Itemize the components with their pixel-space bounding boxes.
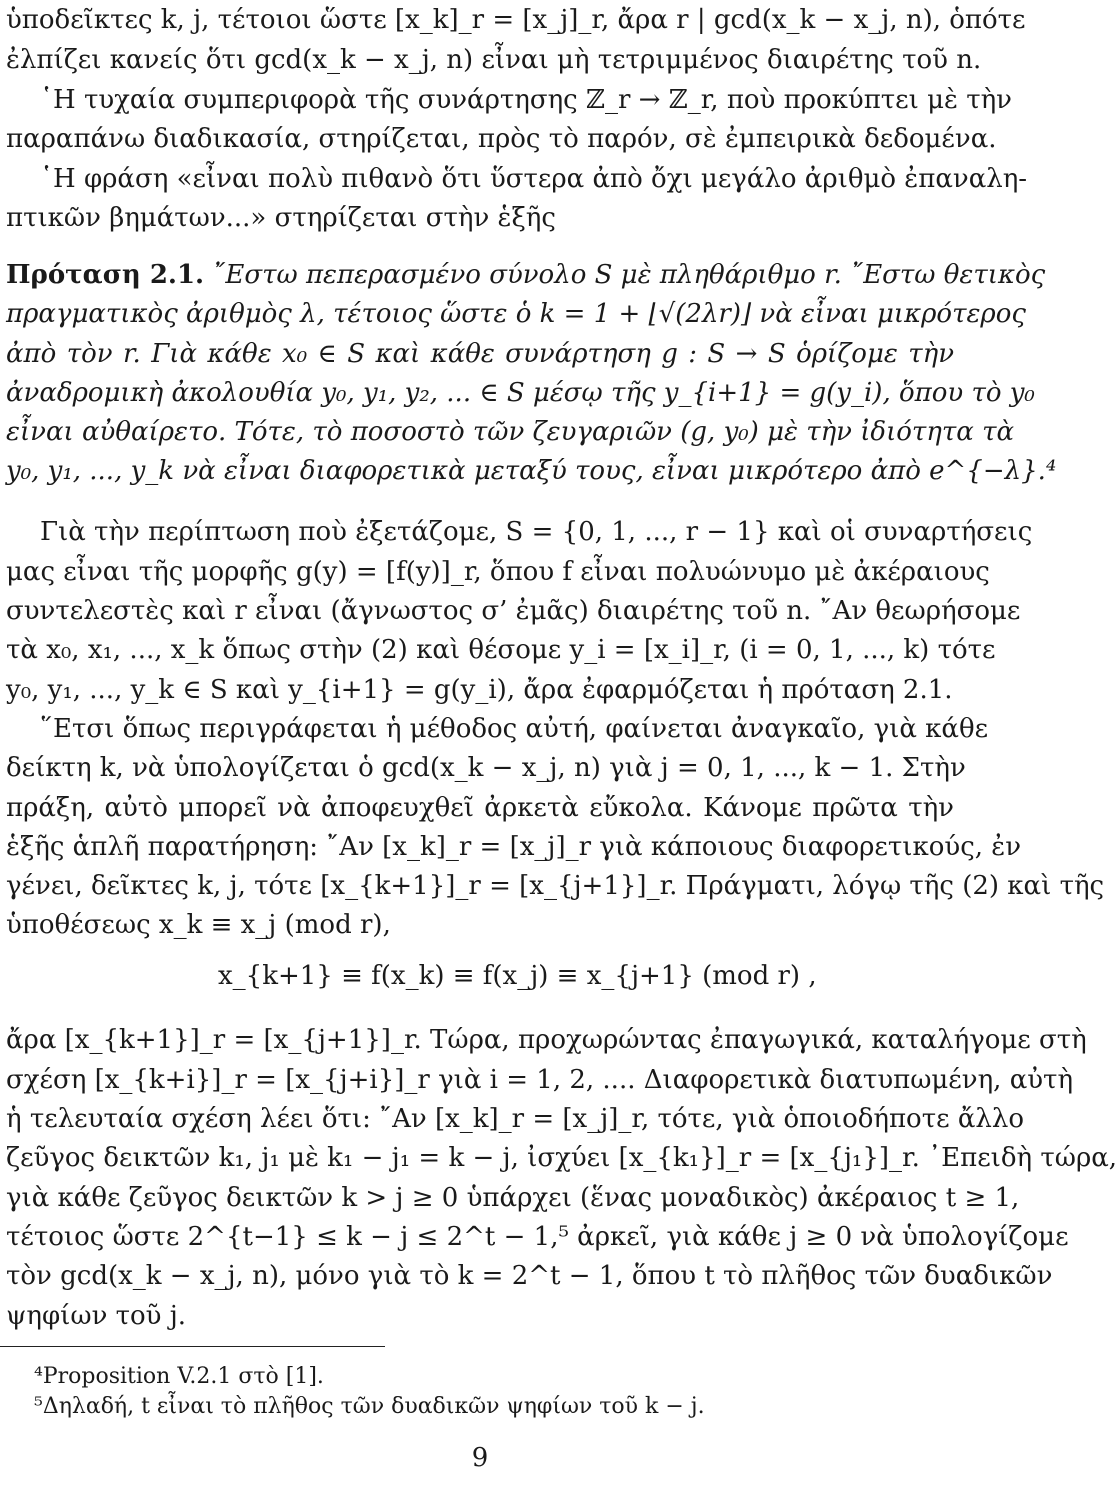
text-line: δείκτη k, νὰ ὑπολογίζεται ὁ gcd(x_k − x_j, n) γιὰ j = 0, 1, ..., k − 1. Στὴν xyxy=(6,753,966,783)
text-line: γιὰ κάθε ζεῦγος δεικτῶν k > j ≥ 0 ὑπάρχει (ἕνας μοναδικὸς) ἀκέραιος t ≥ 1, xyxy=(6,1183,1020,1213)
text-line: ῾Η φράση «εἶναι πολὺ πιθανὸ ὅτι ὕστερα ἀπὸ ὄχι μεγάλο ἀριθμὸ ἐπαναλη- xyxy=(40,164,1028,194)
proposition-label: Πρόταση 2.1. xyxy=(6,260,205,290)
display-equation: x_{k+1} ≡ f(x_k) ≡ f(x_j) ≡ x_{j+1} (mod r) , xyxy=(218,961,817,991)
text-line: ὑποθέσεως x_k ≡ x_j (mod r), xyxy=(6,910,391,940)
text-line: ἄρα [x_{k+1}]_r = [x_{j+1}]_r. Τώρα, προχωρώντας ἐπαγωγικά, καταλήγομε στὴ xyxy=(6,1025,1087,1055)
text-line: ὑποδεῖκτες k, j, τέτοιοι ὥστε [x_k]_r = [x_j]_r, ἄρα r | gcd(x_k − x_j, n), ὁπότε xyxy=(6,5,1026,35)
footnote-rule xyxy=(0,1346,385,1347)
proposition-line: πραγματικὸς ἀριθμὸς λ, τέτοιος ὥστε ὁ k = 1 + ⌊√(2λr)⌋ νὰ εἶναι μικρότερος xyxy=(6,299,1026,329)
footnote-4: ⁴Proposition V.2.1 στὸ [1]. xyxy=(34,1364,324,1389)
text-line: παραπάνω διαδικασία, στηρίζεται, πρὸς τὸ παρόν, σὲ ἐμπειρικὰ δεδομένα. xyxy=(6,124,997,154)
page-number: 9 xyxy=(471,1443,489,1473)
text-line: τέτοιος ὥστε 2^{t−1} ≤ k − j ≤ 2^t − 1,⁵ ἀρκεῖ, γιὰ κάθε j ≥ 0 νὰ ὑπολογίζομε xyxy=(6,1222,1069,1252)
text-line: πράξη, αὐτὸ μπορεῖ νὰ ἀποφευχθεῖ ἀρκετὰ εὔκολα. Κάνομε πρῶτα τὴν xyxy=(6,793,954,823)
proposition-line: εἶναι αὐθαίρετο. Τότε, τὸ ποσοστὸ τῶν ζευγαριῶν (g, y₀) μὲ τὴν ἰδιότητα τὰ xyxy=(6,417,1015,447)
text-line: συντελεστὲς καὶ r εἶναι (ἄγνωστος σ’ ἐμᾶς) διαιρέτης τοῦ n. ῎Αν θεωρήσομε xyxy=(6,596,1021,626)
proposition-line: ἀπὸ τὸν r. Γιὰ κάθε x₀ ∈ S καὶ κάθε συνάρτηση g : S → S ὁρίζομε τὴν xyxy=(6,339,954,369)
text-line: πτικῶν βημάτων...» στηρίζεται στὴν ἑξῆς xyxy=(6,203,556,233)
text-line: ζεῦγος δεικτῶν k₁, j₁ μὲ k₁ − j₁ = k − j, ἰσχύει [x_{k₁}]_r = [x_{j₁}]_r. ᾿Επειδὴ τώρα, xyxy=(6,1143,1117,1173)
text-line: γένει, δεῖκτες k, j, τότε [x_{k+1}]_r = [x_{j+1}]_r. Πράγματι, λόγῳ τῆς (2) καὶ τῆς xyxy=(6,871,1105,901)
text-line: ἑξῆς ἁπλῆ παρατήρηση: ῎Αν [x_k]_r = [x_j]_r γιὰ κάποιους διαφορετικούς, ἐν xyxy=(6,832,1022,862)
proposition-line: ἀναδρομικὴ ἀκολουθία y₀, y₁, y₂, ... ∈ S μέσῳ τῆς y_{i+1} = g(y_i), ὅπου τὸ y₀ xyxy=(6,378,1035,408)
text-line: ἡ τελευταία σχέση λέει ὅτι: ῎Αν [x_k]_r = [x_j]_r, τότε, γιὰ ὁποιοδήποτε ἄλλο xyxy=(6,1104,1024,1134)
text-line: σχέση [x_{k+i}]_r = [x_{j+i}]_r γιὰ i = 1, 2, .... Διαφορετικὰ διατυπωμένη, αὐτὴ xyxy=(6,1065,1074,1095)
text-line: τὰ x₀, x₁, ..., x_k ὅπως στὴν (2) καὶ θέσομε y_i = [x_i]_r, (i = 0, 1, ..., k) τότε xyxy=(6,635,996,665)
proposition-line: y₀, y₁, ..., y_k νὰ εἶναι διαφορετικὰ μεταξύ τους, εἶναι μικρότερο ἀπὸ e^{−λ}.⁴ xyxy=(6,456,1057,486)
proposition-first-line xyxy=(6,257,1046,293)
footnote-5: ⁵Δηλαδή, t εἶναι τὸ πλῆθος τῶν δυαδικῶν ψηφίων τοῦ k − j. xyxy=(34,1394,705,1419)
text-line: ψηφίων τοῦ j. xyxy=(6,1301,187,1331)
text-line: τὸν gcd(x_k − x_j, n), μόνο γιὰ τὸ k = 2^t − 1, ὅπου t τὸ πλῆθος τῶν δυαδικῶν xyxy=(6,1261,1053,1291)
text-line: μας εἶναι τῆς μορφῆς g(y) = [f(y)]_r, ὅπου f εἶναι πολυώνυμο μὲ ἀκέραιους xyxy=(6,557,990,587)
text-line: y₀, y₁, ..., y_k ∈ S καὶ y_{i+1} = g(y_i), ἄρα ἐφαρμόζεται ἡ πρόταση 2.1. xyxy=(6,675,953,705)
text-line: ῞Ετσι ὅπως περιγράφεται ἡ μέθοδος αὐτή, φαίνεται ἀναγκαῖο, γιὰ κάθε xyxy=(40,714,989,744)
text-line: Γιὰ τὴν περίπτωση ποὺ ἐξετάζομε, S = {0, 1, ..., r − 1} καὶ οἱ συναρτήσεις xyxy=(40,517,1033,547)
text-line: ῾Η τυχαία συμπεριφορὰ τῆς συνάρτησης ℤ_r → ℤ_r, ποὺ προκύπτει μὲ τὴν xyxy=(40,85,1012,115)
proposition-text: ῎Εστω πεπερασμένο σύνολο S μὲ πληθάριθμο r. ῎Εστω θετικὸς xyxy=(212,260,1046,290)
text-line: ἐλπίζει κανείς ὅτι gcd(x_k − x_j, n) εἶναι μὴ τετριμμένος διαιρέτης τοῦ n. xyxy=(6,45,982,75)
